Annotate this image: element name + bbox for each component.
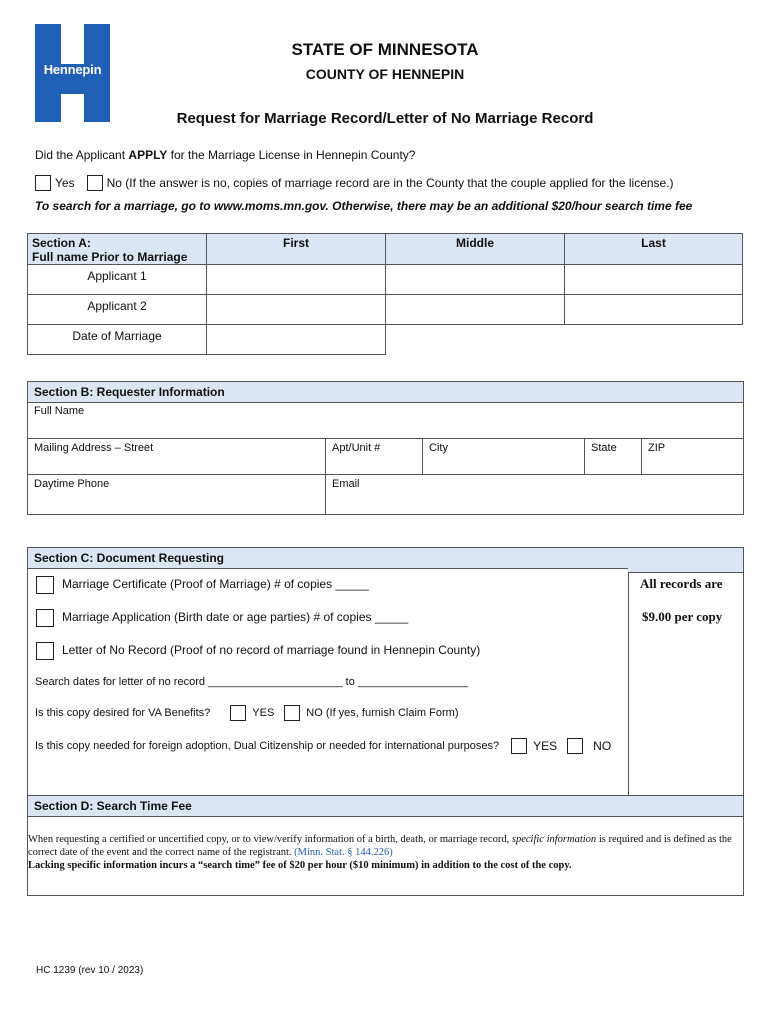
section-b: [27, 381, 744, 515]
search-dates-line: Search dates for letter of no record ______________________ to __________________: [35, 676, 469, 688]
foreign-row: [35, 738, 611, 754]
marriage-application-checkbox[interactable]: [36, 609, 54, 627]
applicant-1-first-field[interactable]: [207, 265, 386, 295]
no-checkbox[interactable]: [87, 175, 103, 191]
email-field[interactable]: Email: [326, 474, 743, 514]
va-yes-checkbox[interactable]: [230, 705, 246, 721]
no-record-item: Letter of No Record (Proof of no record of marriage found in Hennepin County): [36, 642, 480, 660]
date-of-marriage-field[interactable]: [207, 325, 386, 355]
va-yes-label: YES: [252, 707, 275, 719]
street-field[interactable]: Mailing Address – Street: [28, 438, 326, 474]
apt-field[interactable]: Apt/Unit #: [326, 438, 423, 474]
form-title: Request for Marriage Record/Letter of No Marriage Record: [176, 110, 594, 127]
no-label: No (If the answer is no, copies of marriage record are in the County that the couple applied for the license.): [106, 176, 674, 190]
city-field[interactable]: City: [423, 438, 585, 474]
applicant-1-last-field[interactable]: [565, 265, 743, 295]
foreign-label: Is this copy needed for foreign adoption, Dual Citizenship or needed for international purposes?: [35, 740, 500, 752]
foreign-yes-label: YES: [533, 739, 558, 753]
marriage-certificate-item: Marriage Certificate (Proof of Marriage) # of copies _____: [36, 576, 369, 594]
va-no-label: NO (If yes, furnish Claim Form): [306, 707, 459, 719]
va-label: Is this copy desired for VA Benefits?: [35, 707, 211, 719]
applicant-2-first-field[interactable]: [207, 295, 386, 325]
no-record-checkbox[interactable]: [36, 642, 54, 660]
state-title: STATE OF MINNESOTA: [291, 40, 479, 59]
search-note: To search for a marriage, go to www.moms.mn.gov. Otherwise, there may be an additional $20/hour search time fee: [35, 199, 693, 213]
section-a-header: Section A: Full name Prior to Marriage: [28, 234, 207, 265]
foreign-yes-checkbox[interactable]: [511, 738, 527, 754]
price-line-2: $9.00 per copy: [642, 609, 723, 624]
va-no-checkbox[interactable]: [284, 705, 300, 721]
state-field[interactable]: State: [585, 438, 642, 474]
section-c-header: Section C: Document Requesting: [28, 548, 629, 569]
applicant-1-middle-field[interactable]: [386, 265, 565, 295]
applicant-2-last-field[interactable]: [565, 295, 743, 325]
marriage-certificate-checkbox[interactable]: [36, 576, 54, 594]
foreign-no-checkbox[interactable]: [567, 738, 583, 754]
section-a-table: [27, 233, 743, 355]
logo-text: Hennepin: [43, 62, 102, 77]
yes-label: Yes: [55, 176, 75, 190]
va-row: [35, 705, 458, 721]
section-b-header: Section B: Requester Information: [28, 382, 743, 403]
date-of-marriage-label: Date of Marriage: [28, 325, 207, 355]
section-d: [27, 795, 744, 896]
section-c: [27, 547, 744, 797]
applicant-2-label: Applicant 2: [28, 295, 207, 325]
yes-checkbox[interactable]: [35, 175, 51, 191]
apply-question: Did the Applicant APPLY for the Marriage License in Hennepin County?: [35, 148, 416, 162]
search-fee-text: When requesting a certified or uncertified copy, or to view/verify information of a birth, death, or marriage record, specific information is required and is defined as the correct date of the event and the correct name of the registrant. (Minn. Stat. § 144.226) Lacking specific information incurs a “search time” fee of $20 per hour ($10 minimum) in addition to the cost of the copy.: [28, 834, 732, 871]
col-last: Last: [565, 234, 743, 265]
applicant-1-label: Applicant 1: [28, 265, 207, 295]
phone-field[interactable]: Daytime Phone: [28, 474, 326, 514]
price-line-1: All records are: [640, 576, 723, 591]
marriage-application-item: Marriage Application (Birth date or age parties) # of copies _____: [36, 609, 408, 627]
col-first: First: [207, 234, 386, 265]
full-name-field[interactable]: Full Name: [34, 405, 85, 417]
col-middle: Middle: [386, 234, 565, 265]
apply-answer-row: [35, 175, 674, 191]
zip-field[interactable]: ZIP: [642, 438, 743, 474]
applicant-2-middle-field[interactable]: [386, 295, 565, 325]
section-d-header: Section D: Search Time Fee: [28, 795, 743, 817]
foreign-no-label: NO: [593, 739, 612, 753]
county-title: COUNTY OF HENNEPIN: [305, 66, 465, 82]
form-number: HC 1239 (rev 10 / 2023): [36, 965, 144, 976]
